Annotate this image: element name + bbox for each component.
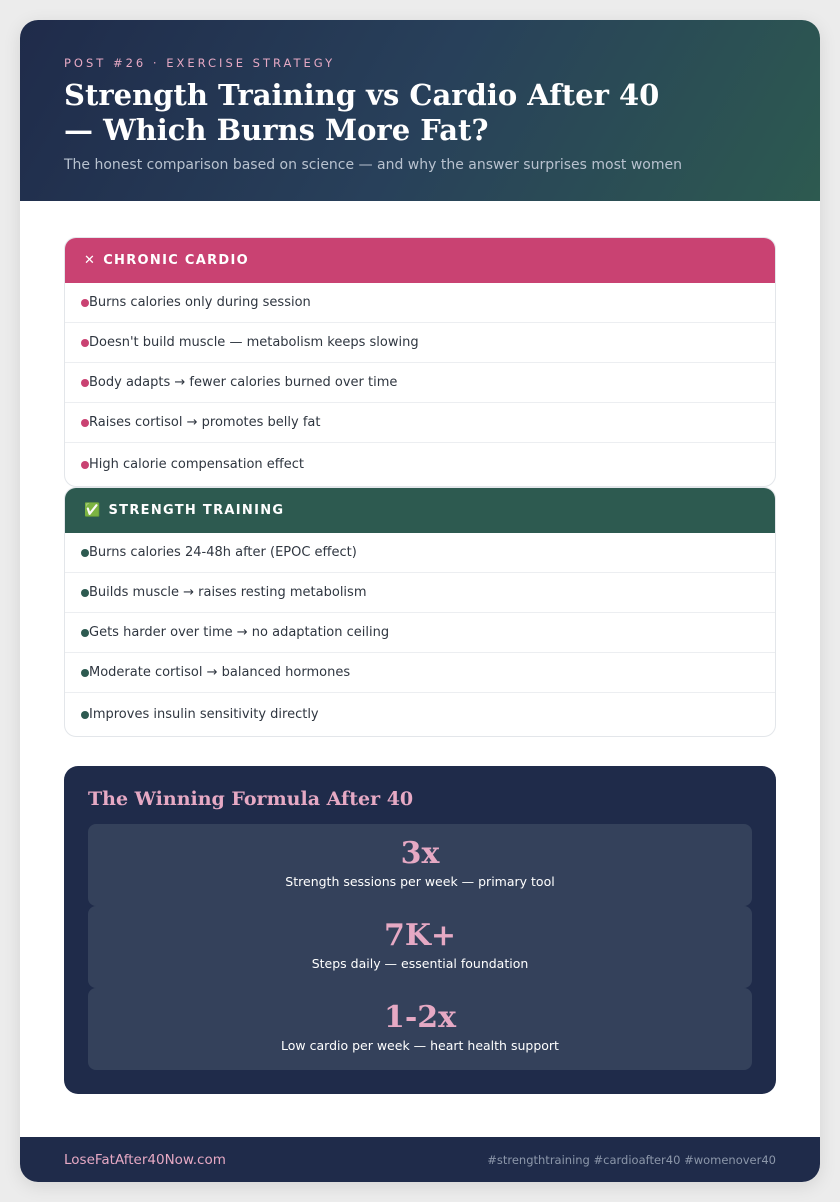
formula-title: The Winning Formula After 40 [88, 788, 414, 810]
bullet-dot-icon [81, 669, 89, 677]
hero-header [20, 20, 820, 201]
list-item-text: Gets harder over time → no adaptation ceiling [89, 625, 390, 640]
stat-value: 7K+ [383, 918, 457, 953]
list-item [65, 323, 775, 363]
post-eyebrow: POST #26 · EXERCISE STRATEGY [64, 56, 336, 70]
list-item-text: Doesn't build muscle — metabolism keeps slowing [89, 335, 419, 350]
bullet-dot-icon [81, 379, 89, 387]
page-subtitle: The honest comparison based on science — and why the answer surprises most women [64, 157, 682, 173]
bullet-dot-icon [81, 711, 89, 719]
list-item [65, 533, 775, 573]
list-item [65, 653, 775, 693]
check-icon: ✅ [84, 503, 102, 518]
bullet-dot-icon [81, 299, 89, 307]
cross-icon: ✕ [84, 253, 97, 268]
bullet-dot-icon [81, 549, 89, 557]
list-item-text: Body adapts → fewer calories burned over time [89, 375, 398, 390]
bullet-dot-icon [81, 339, 89, 347]
cardio-panel-header [65, 238, 775, 283]
stat-label: Strength sessions per week — primary tool [285, 874, 555, 889]
stat-value: 1-2x [383, 1000, 457, 1035]
main-content [20, 201, 820, 1094]
list-item [65, 363, 775, 403]
stat-label: Low cardio per week — heart health support [281, 1038, 559, 1053]
stat-label: Steps daily — essential foundation [311, 956, 529, 971]
strength-heading: STRENGTH TRAINING [108, 503, 285, 518]
page-footer [20, 1137, 820, 1182]
strength-panel [64, 487, 776, 737]
bullet-dot-icon [81, 629, 89, 637]
list-item-text: Builds muscle → raises resting metabolism [89, 585, 367, 600]
bullet-dot-icon [81, 461, 89, 469]
list-item-text: Burns calories 24-48h after (EPOC effect) [89, 545, 357, 560]
list-item-text: Improves insulin sensitivity directly [89, 707, 319, 722]
list-item-text: High calorie compensation effect [89, 457, 305, 472]
list-item-text: Moderate cortisol → balanced hormones [89, 665, 351, 680]
strength-panel-header [65, 488, 775, 533]
bullet-dot-icon [81, 419, 89, 427]
list-item-text: Raises cortisol → promotes belly fat [89, 415, 321, 430]
stat-card [88, 824, 752, 906]
cardio-panel [64, 237, 776, 487]
cardio-heading: CHRONIC CARDIO [103, 253, 249, 268]
list-item [65, 443, 775, 486]
bullet-dot-icon [81, 589, 89, 597]
list-item [65, 283, 775, 323]
list-item [65, 693, 775, 736]
stat-value: 3x [400, 836, 440, 871]
list-item [65, 573, 775, 613]
stat-card [88, 988, 752, 1070]
infographic-card [20, 20, 820, 1182]
page-title: Strength Training vs Cardio After 40 — Which Burns More Fat? [64, 78, 660, 147]
list-item [65, 613, 775, 653]
stat-card [88, 906, 752, 988]
list-item [65, 403, 775, 443]
hashtags: #strengthtraining #cardioafter40 #womenover40 [487, 1152, 776, 1167]
list-item-text: Burns calories only during session [89, 295, 311, 310]
site-link[interactable]: LoseFatAfter40Now.com [64, 1151, 226, 1168]
winning-formula-box [64, 766, 776, 1094]
